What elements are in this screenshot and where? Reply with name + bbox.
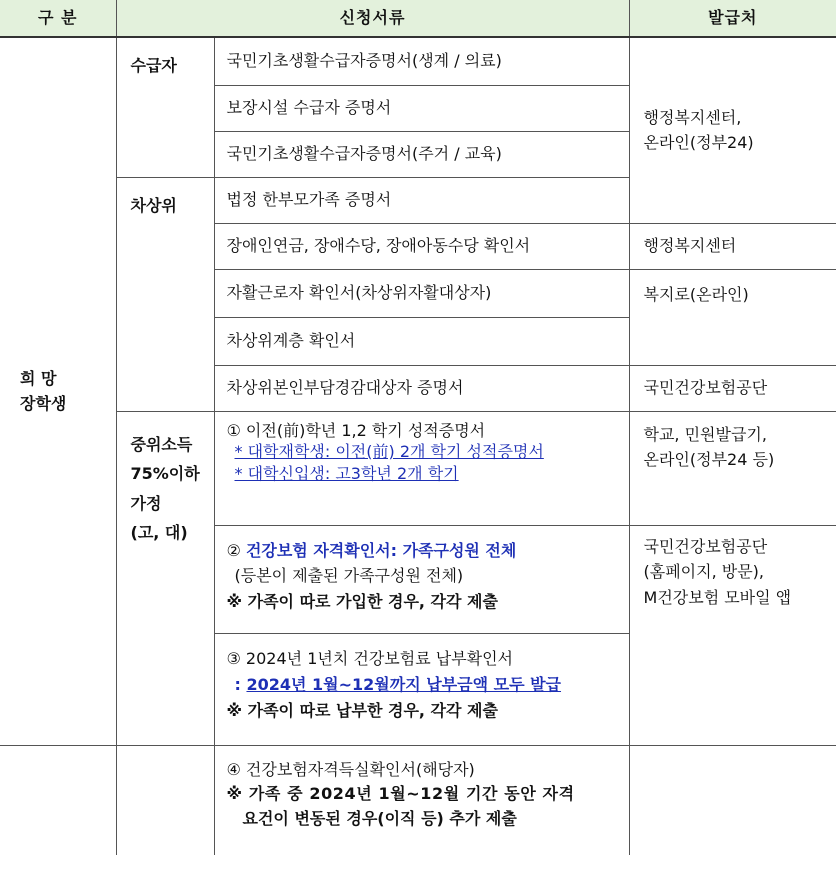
group-line: 가정 xyxy=(130,493,162,513)
header-issuer: 발급처 xyxy=(629,0,836,37)
payment-note: ※ 가족이 따로 납부한 경우, 각각 제출 xyxy=(226,701,498,721)
transcript-note-freshman: * 대학신입생: 고3학년 2개 학기 xyxy=(234,463,459,483)
table-header-row xyxy=(0,0,836,37)
issuer-line: 국민건강보험공단 xyxy=(643,536,768,556)
doc-eligibility-change-block xyxy=(214,745,629,855)
header-documents: 신청서류 xyxy=(116,0,629,37)
table-row xyxy=(0,411,836,525)
issuer-line: 온라인(정부24) xyxy=(643,133,754,153)
payment-prefix: : xyxy=(234,674,247,694)
issuer-welfare: 행정복지센터 xyxy=(629,223,836,269)
issuer-line: M건강보험 모바일 앱 xyxy=(643,587,792,607)
doc-facility-recipient: 보장시설 수급자 증명서 xyxy=(214,85,629,131)
header-category: 구 분 xyxy=(0,0,116,37)
doc-transcript-block xyxy=(214,411,629,525)
category-line-2: 장학생 xyxy=(20,394,67,414)
change-title: ④ 건강보험자격득실확인서(해당자) xyxy=(226,759,475,779)
table-row xyxy=(0,37,836,85)
issuer-cell-empty xyxy=(629,745,836,855)
issuer-bokjiro: 복지로(온라인) xyxy=(629,269,836,365)
doc-single-parent: 법정 한부모가족 증명서 xyxy=(214,177,629,223)
payment-detail: 2024년 1월~12월까지 납부금액 모두 발급 xyxy=(246,674,562,694)
doc-self-support-worker: 자활근로자 확인서(차상위자활대상자) xyxy=(214,269,629,317)
issuer-school xyxy=(629,411,836,525)
issuer-nhis-multi xyxy=(629,525,836,745)
doc-basic-housing-education: 국민기초생활수급자증명서(주거 / 교육) xyxy=(214,131,629,177)
table-row xyxy=(0,745,836,855)
group-line: (고, 대) xyxy=(130,523,188,543)
doc-near-poverty-class: 차상위계층 확인서 xyxy=(214,317,629,365)
transcript-note-current: * 대학재학생: 이전(前) 2개 학기 성적증명서 xyxy=(234,442,544,462)
category-cell xyxy=(0,37,116,745)
change-note-2: 요건이 변동된 경우(이직 등) 추가 제출 xyxy=(242,809,517,829)
payment-title: ③ 2024년 1년치 건강보험료 납부확인서 xyxy=(226,648,514,668)
group-line: 중위소득 xyxy=(130,434,193,454)
change-note-1: ※ 가족 중 2024년 1월~12월 기간 동안 자격 xyxy=(226,784,575,804)
group-cell-empty xyxy=(116,745,214,855)
issuer-welfare-online xyxy=(629,37,836,223)
eligibility-note: ※ 가족이 따로 가입한 경우, 각각 제출 xyxy=(226,591,498,611)
issuer-line: 온라인(정부24 등) xyxy=(643,450,775,470)
doc-disability-allowance: 장애인연금, 장애수당, 장애아동수당 확인서 xyxy=(214,223,629,269)
issuer-line: 학교, 민원발급기, xyxy=(643,424,767,444)
group-median-income xyxy=(116,411,214,745)
category-cell-empty xyxy=(0,745,116,855)
eligibility-title: 건강보험 자격확인서: 가족구성원 전체 xyxy=(245,540,517,560)
category-line-1: 희 망 xyxy=(20,368,57,388)
issuer-line: (홈페이지, 방문), xyxy=(643,562,764,582)
eligibility-number: ② xyxy=(226,540,246,560)
doc-premium-payment-block xyxy=(214,633,629,745)
doc-insurance-eligibility-block xyxy=(214,525,629,633)
group-recipient: 수급자 xyxy=(116,37,214,177)
group-near-poverty: 차상위 xyxy=(116,177,214,411)
issuer-line: 행정복지센터, xyxy=(643,107,742,127)
transcript-title: ① 이전(前)학년 1,2 학기 성적증명서 xyxy=(226,420,486,440)
issuer-nhis: 국민건강보험공단 xyxy=(629,365,836,411)
doc-basic-livelihood-medical: 국민기초생활수급자증명서(생계 / 의료) xyxy=(214,37,629,85)
group-line: 75%이하 xyxy=(130,464,200,484)
eligibility-sub: (등본이 제출된 가족구성원 전체) xyxy=(234,566,464,586)
doc-copay-reduction: 차상위본인부담경감대상자 증명서 xyxy=(214,365,629,411)
